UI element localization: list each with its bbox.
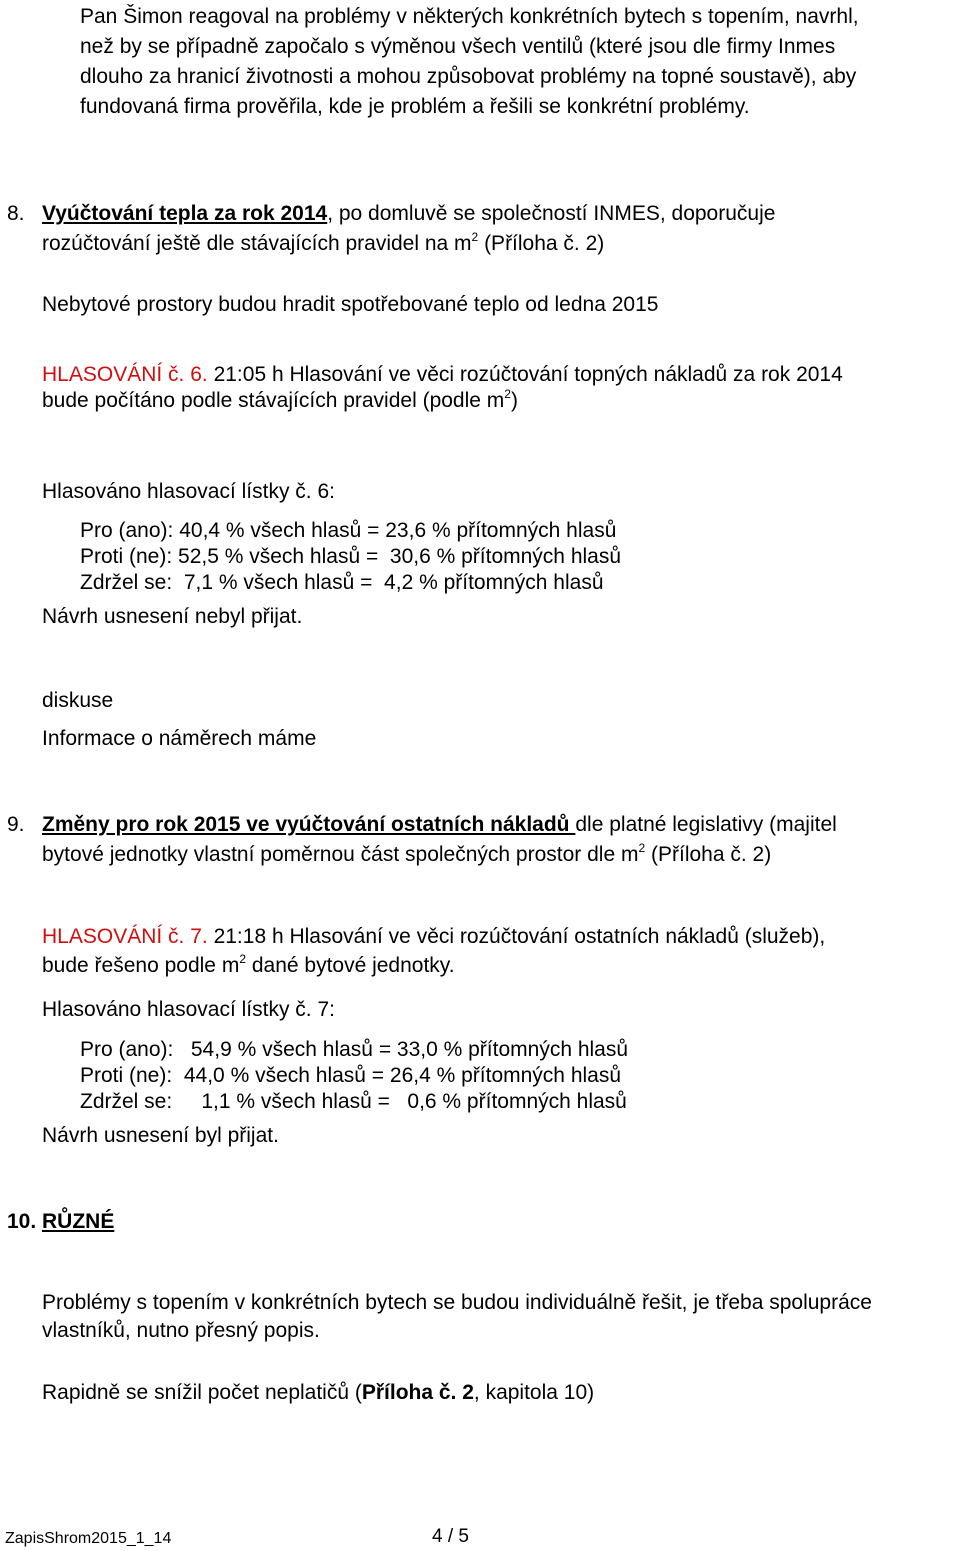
section9-heading xyxy=(42,814,837,835)
text: bude počítáno podle stávajících pravidel (podle m xyxy=(42,389,505,412)
section8-line2 xyxy=(42,230,605,255)
vote6-line1 xyxy=(42,364,843,385)
section10-para1: vlastníků, nutno přesný popis. xyxy=(42,1319,320,1342)
intro-line: dlouho za hranicí životnosti a mohou způsobovat problémy na topné soustavě), aby xyxy=(80,65,857,88)
vote6-line2 xyxy=(42,387,518,412)
ballot-info: Hlasováno hlasovací lístky č. 6: xyxy=(42,480,335,503)
superscript: 2 xyxy=(638,841,646,855)
text: bude řešeno podle m xyxy=(42,954,240,977)
section-number: 9. xyxy=(7,813,25,836)
section9-title-rest: dle platné legislativy (majitel xyxy=(575,813,837,836)
section8-title-rest: , po domluvě se společností INMES, doporučuje xyxy=(327,202,776,225)
vote-result-row: Zdržel se: 7,1 % všech hlasů = 4,2 % přítomných hlasů xyxy=(80,571,604,594)
vote-outcome: Návrh usnesení byl přijat. xyxy=(42,1124,279,1147)
text: dané bytové jednotky. xyxy=(246,954,455,977)
vote7-line2 xyxy=(42,952,455,977)
section10-para1: Problémy s topením v konkrétních bytech se budou individuálně řešit, je třeba spolupráce xyxy=(42,1291,872,1314)
vote-result-row: Proti (ne): 44,0 % všech hlasů = 26,4 % přítomných hlasů xyxy=(80,1064,622,1087)
superscript: 2 xyxy=(239,952,246,966)
text: Rapidně se snížil počet neplatičů ( xyxy=(42,1381,362,1404)
vote-result-row: Zdržel se: 1,1 % všech hlasů = 0,6 % přítomných hlasů xyxy=(80,1090,627,1113)
text: , kapitola 10) xyxy=(473,1381,595,1404)
vote-result-row: Pro (ano): 40,4 % všech hlasů = 23,6 % přítomných hlasů xyxy=(80,519,617,542)
intro-line: než by se případně započalo s výměnou všech ventilů (které jsou dle firmy Inmes xyxy=(80,35,836,58)
text: rozúčtování ještě dle stávajících pravidel na m xyxy=(42,232,472,255)
superscript: 2 xyxy=(504,387,511,401)
vote-label: HLASOVÁNÍ č. 6. xyxy=(42,363,208,386)
intro-line: fundovaná firma prověřila, kde je problém a řešili se konkrétní problémy. xyxy=(80,95,750,118)
text: 21:18 h Hlasování ve věci rozúčtování ostatních nákladů (služeb), xyxy=(207,925,826,948)
text: 21:05 h Hlasování ve věci rozúčtování topných nákladů za rok 2014 xyxy=(207,363,843,386)
attachment-ref: Příloha č. 2 xyxy=(361,1381,474,1404)
vote-label: HLASOVÁNÍ č. 7. xyxy=(42,925,208,948)
footer-filename: ZapisShrom2015_1_14 xyxy=(5,1530,172,1547)
section8-title: Vyúčtování tepla za rok 2014 xyxy=(42,202,328,225)
vote-result-row: Pro (ano): 54,9 % všech hlasů = 33,0 % přítomných hlasů xyxy=(80,1038,629,1061)
section9-line2 xyxy=(42,841,772,866)
intro-line: Pan Šimon reagoval na problémy v některých konkrétních bytech s topením, navrhl, xyxy=(80,5,859,28)
section8-heading xyxy=(42,203,775,224)
text: ) xyxy=(510,389,518,412)
nonresidential-note: Nebytové prostory budou hradit spotřebované teplo od ledna 2015 xyxy=(42,293,659,316)
section10-title: RŮZNÉ xyxy=(42,1210,115,1233)
section-number: 8. xyxy=(7,202,25,225)
section-number: 10. xyxy=(7,1210,37,1233)
vote-outcome: Návrh usnesení nebyl přijat. xyxy=(42,605,303,628)
section9-title: Změny pro rok 2015 ve vyúčtování ostatních nákladů xyxy=(42,813,576,836)
text: bytové jednotky vlastní poměrnou část společných prostor dle m xyxy=(42,843,639,866)
info-note: Informace o náměrech máme xyxy=(42,727,317,750)
vote-result-row: Proti (ne): 52,5 % všech hlasů = 30,6 % přítomných hlasů xyxy=(80,545,622,568)
section10-para2 xyxy=(42,1382,594,1403)
superscript: 2 xyxy=(471,230,479,244)
ballot-info: Hlasováno hlasovací lístky č. 7: xyxy=(42,998,335,1021)
text: (Příloha č. 2) xyxy=(478,232,605,255)
page-number: 4 / 5 xyxy=(432,1526,469,1547)
text: (Příloha č. 2) xyxy=(645,843,772,866)
discussion-label: diskuse xyxy=(42,689,114,712)
vote7-line1 xyxy=(42,926,825,947)
